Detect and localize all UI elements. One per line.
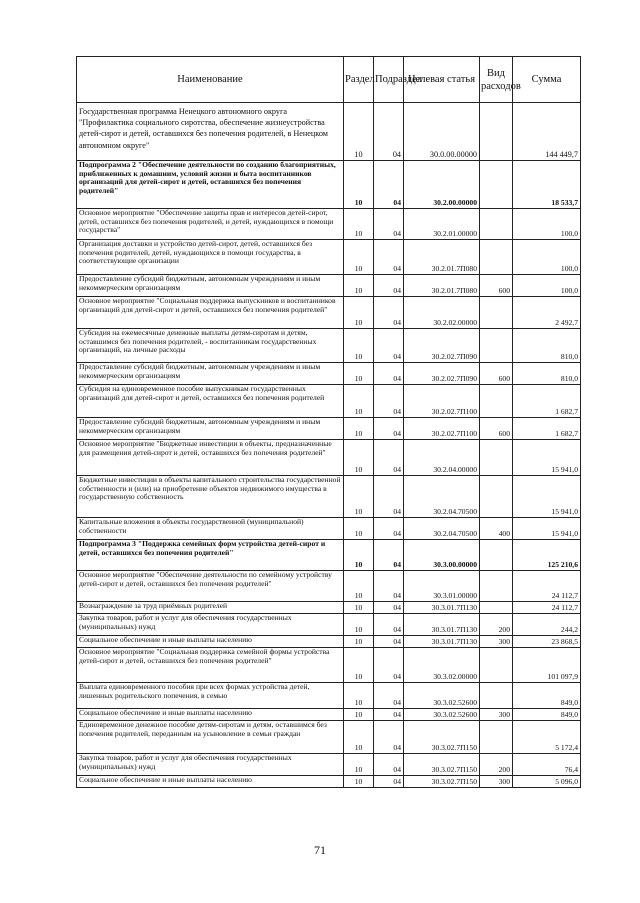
cell-summa: 810,0: [513, 363, 581, 385]
cell-vid-raskhodov: [480, 683, 513, 709]
table-row: [77, 240, 581, 275]
cell-razdel: 10: [344, 571, 374, 602]
cell-summa: 24 112,7: [513, 571, 581, 602]
cell-summa: 144 449,7: [513, 103, 581, 161]
cell-vid-raskhodov: [480, 540, 513, 571]
cell-razdel: 10: [344, 602, 374, 614]
cell-summa: 24 112,7: [513, 602, 581, 614]
cell-celevaya-statya: 30.3.02.7П150: [404, 754, 480, 776]
cell-vid-raskhodov: [480, 240, 513, 275]
cell-podrazdel: 04: [374, 297, 404, 329]
table-row: [77, 275, 581, 297]
cell-name: Основное мероприятие "Социальная поддержка выпускников и воспитанников организаций для детей-сирот и детей, оставшихся без попечения родителей": [77, 297, 344, 329]
cell-razdel: 10: [344, 363, 374, 385]
cell-podrazdel: 04: [374, 636, 404, 648]
cell-podrazdel: 04: [374, 540, 404, 571]
cell-vid-raskhodov: [480, 297, 513, 329]
cell-podrazdel: 04: [374, 103, 404, 161]
cell-podrazdel: 04: [374, 240, 404, 275]
cell-summa: 849,0: [513, 683, 581, 709]
cell-vid-raskhodov: [480, 385, 513, 418]
cell-celevaya-statya: 30.3.01.7П130: [404, 614, 480, 636]
cell-name: Вознаграждение за труд приёмных родителей: [77, 602, 344, 614]
cell-podrazdel: 04: [374, 440, 404, 476]
cell-podrazdel: 04: [374, 418, 404, 440]
table-row: [77, 540, 581, 571]
cell-summa: 18 533,7: [513, 161, 581, 209]
cell-name: Единовременное денежное пособие детям-сиротам и детям, оставшимся без попечения родителей, переданным на усыновление в семьи граждан: [77, 721, 344, 754]
cell-razdel: 10: [344, 297, 374, 329]
cell-podrazdel: 04: [374, 648, 404, 683]
header-podrazdel: Подраздел: [374, 57, 404, 103]
cell-summa: 849,0: [513, 709, 581, 721]
cell-vid-raskhodov: 300: [480, 709, 513, 721]
cell-celevaya-statya: 30.2.04.00000: [404, 440, 480, 476]
cell-name: Закупка товаров, работ и услуг для обеспечения государственных (муниципальных) нужд: [77, 754, 344, 776]
cell-celevaya-statya: 30.2.01.7П080: [404, 275, 480, 297]
table-row: [77, 683, 581, 709]
budget-table-page: [76, 56, 580, 788]
table-row: [77, 721, 581, 754]
cell-name: Социальное обеспечение и иные выплаты населению: [77, 709, 344, 721]
table-row: [77, 754, 581, 776]
cell-podrazdel: 04: [374, 275, 404, 297]
cell-razdel: 10: [344, 776, 374, 788]
cell-name: Предоставление субсидий бюджетным, автономным учреждениям и иным некоммерческим организациям: [77, 275, 344, 297]
cell-vid-raskhodov: 600: [480, 363, 513, 385]
table-row: [77, 518, 581, 540]
cell-name: Предоставление субсидий бюджетным, автономным учреждениям и иным некоммерческим организациям: [77, 363, 344, 385]
cell-celevaya-statya: 30.2.00.00000: [404, 161, 480, 209]
cell-name: Основное мероприятие "Социальная поддержка семейной формы устройства детей-сирот и детей, оставшихся без попечения родителей": [77, 648, 344, 683]
cell-razdel: 10: [344, 709, 374, 721]
cell-razdel: 10: [344, 103, 374, 161]
table-row: [77, 103, 581, 161]
table-header-row: [77, 57, 581, 103]
cell-celevaya-statya: 30.0.00.00000: [404, 103, 480, 161]
cell-razdel: 10: [344, 754, 374, 776]
cell-razdel: 10: [344, 385, 374, 418]
header-summa: Сумма: [513, 57, 581, 103]
cell-summa: 15 941,0: [513, 440, 581, 476]
table-row: [77, 418, 581, 440]
cell-name: Подпрограмма 3 "Поддержка семейных форм устройства детей-сирот и детей, оставшихся без попечения родителей": [77, 540, 344, 571]
cell-celevaya-statya: 30.3.02.7П150: [404, 721, 480, 754]
table-row: [77, 440, 581, 476]
table-row: [77, 648, 581, 683]
cell-summa: 125 210,6: [513, 540, 581, 571]
cell-summa: 100,0: [513, 209, 581, 240]
cell-name: Социальное обеспечение и иные выплаты населению: [77, 636, 344, 648]
table-row: [77, 161, 581, 209]
cell-podrazdel: 04: [374, 161, 404, 209]
cell-razdel: 10: [344, 209, 374, 240]
cell-razdel: 10: [344, 329, 374, 363]
cell-podrazdel: 04: [374, 602, 404, 614]
cell-celevaya-statya: 30.3.00.00000: [404, 540, 480, 571]
cell-celevaya-statya: 30.2.01.00000: [404, 209, 480, 240]
page-number: 71: [314, 843, 326, 857]
cell-podrazdel: 04: [374, 209, 404, 240]
cell-name: Капитальные вложения в объекты государственной (муниципальной) собственности: [77, 518, 344, 540]
cell-podrazdel: 04: [374, 518, 404, 540]
cell-summa: 100,0: [513, 275, 581, 297]
table-row: [77, 329, 581, 363]
cell-vid-raskhodov: [480, 329, 513, 363]
cell-razdel: 10: [344, 683, 374, 709]
cell-summa: 5 096,0: [513, 776, 581, 788]
cell-celevaya-statya: 30.2.04.70500: [404, 476, 480, 518]
cell-vid-raskhodov: [480, 721, 513, 754]
cell-celevaya-statya: 30.3.01.7П130: [404, 602, 480, 614]
cell-vid-raskhodov: [480, 602, 513, 614]
cell-celevaya-statya: 30.3.01.00000: [404, 571, 480, 602]
cell-razdel: 10: [344, 418, 374, 440]
cell-name: Основное мероприятие "Бюджетные инвестиции в объекты, предназначенные для размещения детей-сирот и детей, оставшихся без попечения родителей": [77, 440, 344, 476]
cell-podrazdel: 04: [374, 476, 404, 518]
cell-podrazdel: 04: [374, 754, 404, 776]
cell-razdel: 10: [344, 240, 374, 275]
header-celevaya-statya: Целевая статья: [404, 57, 480, 103]
cell-summa: 244,2: [513, 614, 581, 636]
cell-podrazdel: 04: [374, 683, 404, 709]
cell-podrazdel: 04: [374, 571, 404, 602]
cell-name: Основное мероприятие "Обеспечение защиты прав и интересов детей-сирот, детей, оставшихся без попечения родителей, и детей, нуждающихся в помощи государства": [77, 209, 344, 240]
cell-podrazdel: 04: [374, 363, 404, 385]
cell-vid-raskhodov: [480, 161, 513, 209]
cell-vid-raskhodov: [480, 103, 513, 161]
cell-razdel: 10: [344, 476, 374, 518]
budget-table: [76, 56, 581, 788]
table-row: [77, 614, 581, 636]
cell-razdel: 10: [344, 275, 374, 297]
cell-name: Субсидия на единовременное пособие выпускникам государственных организаций для детей-сирот и детей, оставшихся без попечения родителей: [77, 385, 344, 418]
cell-celevaya-statya: 30.3.02.7П150: [404, 776, 480, 788]
table-row: [77, 297, 581, 329]
table-row: [77, 602, 581, 614]
cell-razdel: 10: [344, 648, 374, 683]
cell-celevaya-statya: 30.3.01.7П130: [404, 636, 480, 648]
cell-celevaya-statya: 30.2.02.7П090: [404, 329, 480, 363]
cell-name: Государственная программа Ненецкого автономного округа "Профилактика социального сиротства, обеспечение жизнеустройства детей-сирот и детей, оставшихся без попечения родителей, в Ненецком автономном округе": [77, 103, 344, 161]
cell-summa: 2 492,7: [513, 297, 581, 329]
cell-summa: 15 941,0: [513, 518, 581, 540]
header-razdel: Раздел: [344, 57, 374, 103]
cell-podrazdel: 04: [374, 385, 404, 418]
cell-celevaya-statya: 30.3.02.00000: [404, 648, 480, 683]
cell-vid-raskhodov: 200: [480, 614, 513, 636]
cell-razdel: 10: [344, 518, 374, 540]
cell-name: Закупка товаров, работ и услуг для обеспечения государственных (муниципальных) нужд: [77, 614, 344, 636]
table-row: [77, 385, 581, 418]
cell-summa: 76,4: [513, 754, 581, 776]
cell-vid-raskhodov: [480, 571, 513, 602]
cell-vid-raskhodov: 200: [480, 754, 513, 776]
cell-celevaya-statya: 30.2.04.70500: [404, 518, 480, 540]
cell-razdel: 10: [344, 614, 374, 636]
table-row: [77, 363, 581, 385]
cell-vid-raskhodov: 300: [480, 776, 513, 788]
cell-podrazdel: 04: [374, 721, 404, 754]
cell-podrazdel: 04: [374, 614, 404, 636]
cell-vid-raskhodov: [480, 648, 513, 683]
cell-celevaya-statya: 30.2.01.7П080: [404, 240, 480, 275]
cell-podrazdel: 04: [374, 776, 404, 788]
table-row: [77, 636, 581, 648]
cell-vid-raskhodov: [480, 440, 513, 476]
cell-summa: 100,0: [513, 240, 581, 275]
cell-summa: 1 682,7: [513, 385, 581, 418]
cell-name: Социальное обеспечение и иные выплаты населению: [77, 776, 344, 788]
cell-name: Подпрограмма 2 "Обеспечение деятельности по созданию благоприятных, приближенных к домашним, условий жизни и быта воспитанников организаций для детей-сирот и детей, оставшихся без попечения родителей": [77, 161, 344, 209]
cell-summa: 810,0: [513, 329, 581, 363]
table-row: [77, 776, 581, 788]
header-name: Наименование: [77, 57, 344, 103]
table-row: [77, 571, 581, 602]
cell-name: Выплата единовременного пособия при всех формах устройства детей, лишенных родительского попечения, в семью: [77, 683, 344, 709]
cell-podrazdel: 04: [374, 709, 404, 721]
table-row: [77, 476, 581, 518]
cell-vid-raskhodov: 400: [480, 518, 513, 540]
cell-vid-raskhodov: 600: [480, 418, 513, 440]
cell-celevaya-statya: 30.2.02.7П100: [404, 385, 480, 418]
cell-vid-raskhodov: [480, 209, 513, 240]
cell-summa: 5 172,4: [513, 721, 581, 754]
cell-summa: 101 097,9: [513, 648, 581, 683]
cell-vid-raskhodov: [480, 476, 513, 518]
cell-razdel: 10: [344, 440, 374, 476]
table-row: [77, 209, 581, 240]
cell-razdel: 10: [344, 636, 374, 648]
cell-name: Основное мероприятие "Обеспечение деятельности по семейному устройству детей-сирот и детей, оставшихся без попечения родителей": [77, 571, 344, 602]
header-vid-raskhodov: Вид расходов: [480, 57, 513, 103]
cell-name: Субсидия на ежемесячные денежные выплаты детям-сиротам и детям, оставшимся без попечения родителей, - воспитанникам государственных организаций, на личные расходы: [77, 329, 344, 363]
cell-vid-raskhodov: 600: [480, 275, 513, 297]
cell-summa: 15 941,0: [513, 476, 581, 518]
cell-name: Организация доставки и устройство детей-сирот, детей, оставшихся без попечения родителей, детей, нуждающихся в помощи государства, в соответствующие организации: [77, 240, 344, 275]
cell-podrazdel: 04: [374, 329, 404, 363]
cell-name: Бюджетные инвестиции в объекты капитального строительства государственной собственности и (или) на приобретение объектов недвижимого имущества в государственную собственность: [77, 476, 344, 518]
cell-razdel: 10: [344, 161, 374, 209]
cell-summa: 1 682,7: [513, 418, 581, 440]
cell-celevaya-statya: 30.2.02.7П090: [404, 363, 480, 385]
cell-razdel: 10: [344, 540, 374, 571]
cell-celevaya-statya: 30.2.02.7П100: [404, 418, 480, 440]
cell-vid-raskhodov: 300: [480, 636, 513, 648]
cell-summa: 23 868,5: [513, 636, 581, 648]
table-row: [77, 709, 581, 721]
cell-name: Предоставление субсидий бюджетным, автономным учреждениям и иным некоммерческим организациям: [77, 418, 344, 440]
table-body: [77, 103, 581, 788]
cell-celevaya-statya: 30.3.02.52600: [404, 709, 480, 721]
cell-razdel: 10: [344, 721, 374, 754]
cell-celevaya-statya: 30.3.02.52600: [404, 683, 480, 709]
cell-celevaya-statya: 30.2.02.00000: [404, 297, 480, 329]
